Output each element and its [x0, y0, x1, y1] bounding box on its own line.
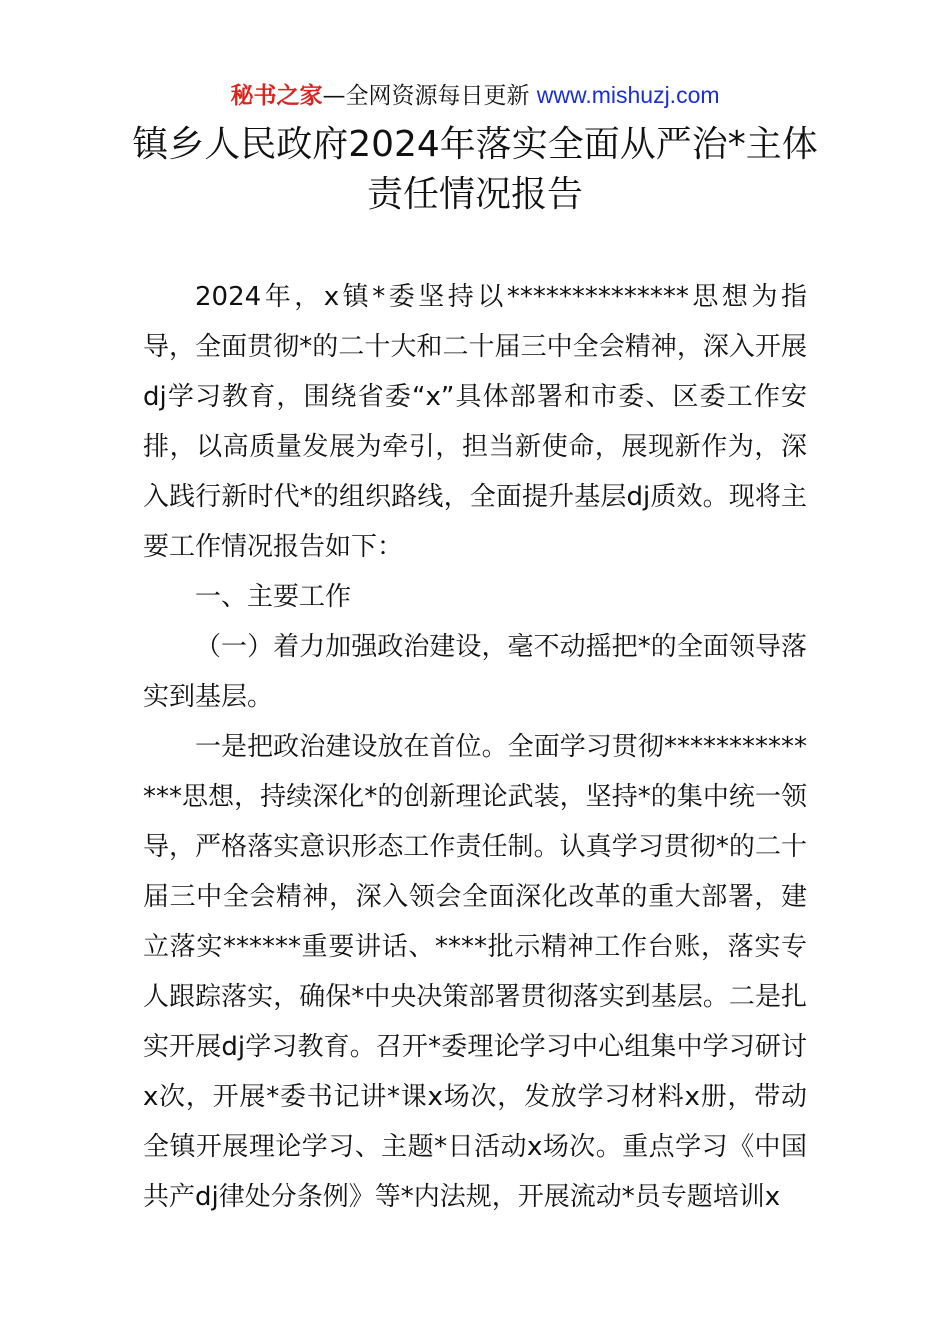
site-url-link[interactable]: www.mishuzj.com	[536, 82, 720, 108]
site-brand: 秘书之家	[230, 83, 323, 109]
site-tagline: —全网资源每日更新	[322, 83, 530, 109]
section-heading: 一、主要工作	[195, 582, 352, 612]
intro-paragraph: 2024年，x镇*委坚持以**************思想为指导，全面贯彻*的二十大和二十届三中全会精神，深入开展dj学习教育，围绕省委“x”具体部署和市委、区委工作安排，以高质量发展为牵引，担当新使命，展现新作为，深入践行新时代*的组织路线，全面提升基层dj质效。现将主要工作情况报告如下：	[143, 282, 807, 562]
site-header	[0, 78, 950, 113]
document-body	[143, 272, 807, 1222]
subsection-heading: （一）着力加强政治建设，毫不动摇把*的全面领导落实到基层。	[143, 632, 807, 712]
body-paragraph: 一是把政治建设放在首位。全面学习贯彻**************思想，持续深化*的创新理论武装，坚持*的集中统一领导，严格落实意识形态工作责任制。认真学习贯彻*的二十届三中全会精神，深入领会全面深化改革的重大部署，建立落实******重要讲话、****批示精神工作台账，落实专人跟踪落实，确保*中央决策部署贯彻落实到基层。二是扎实开展dj学习教育。召开*委理论学习中心组集中学习研讨x次，开展*委书记讲*课x场次，发放学习材料x册，带动全镇开展理论学习、主题*日活动x场次。重点学习《中国共产dj律处分条例》等*内法规，开展流动*员专题培训x	[143, 732, 807, 1212]
document-title: 镇乡人民政府2024年落实全面从严治*主体责任情况报告	[132, 124, 818, 215]
